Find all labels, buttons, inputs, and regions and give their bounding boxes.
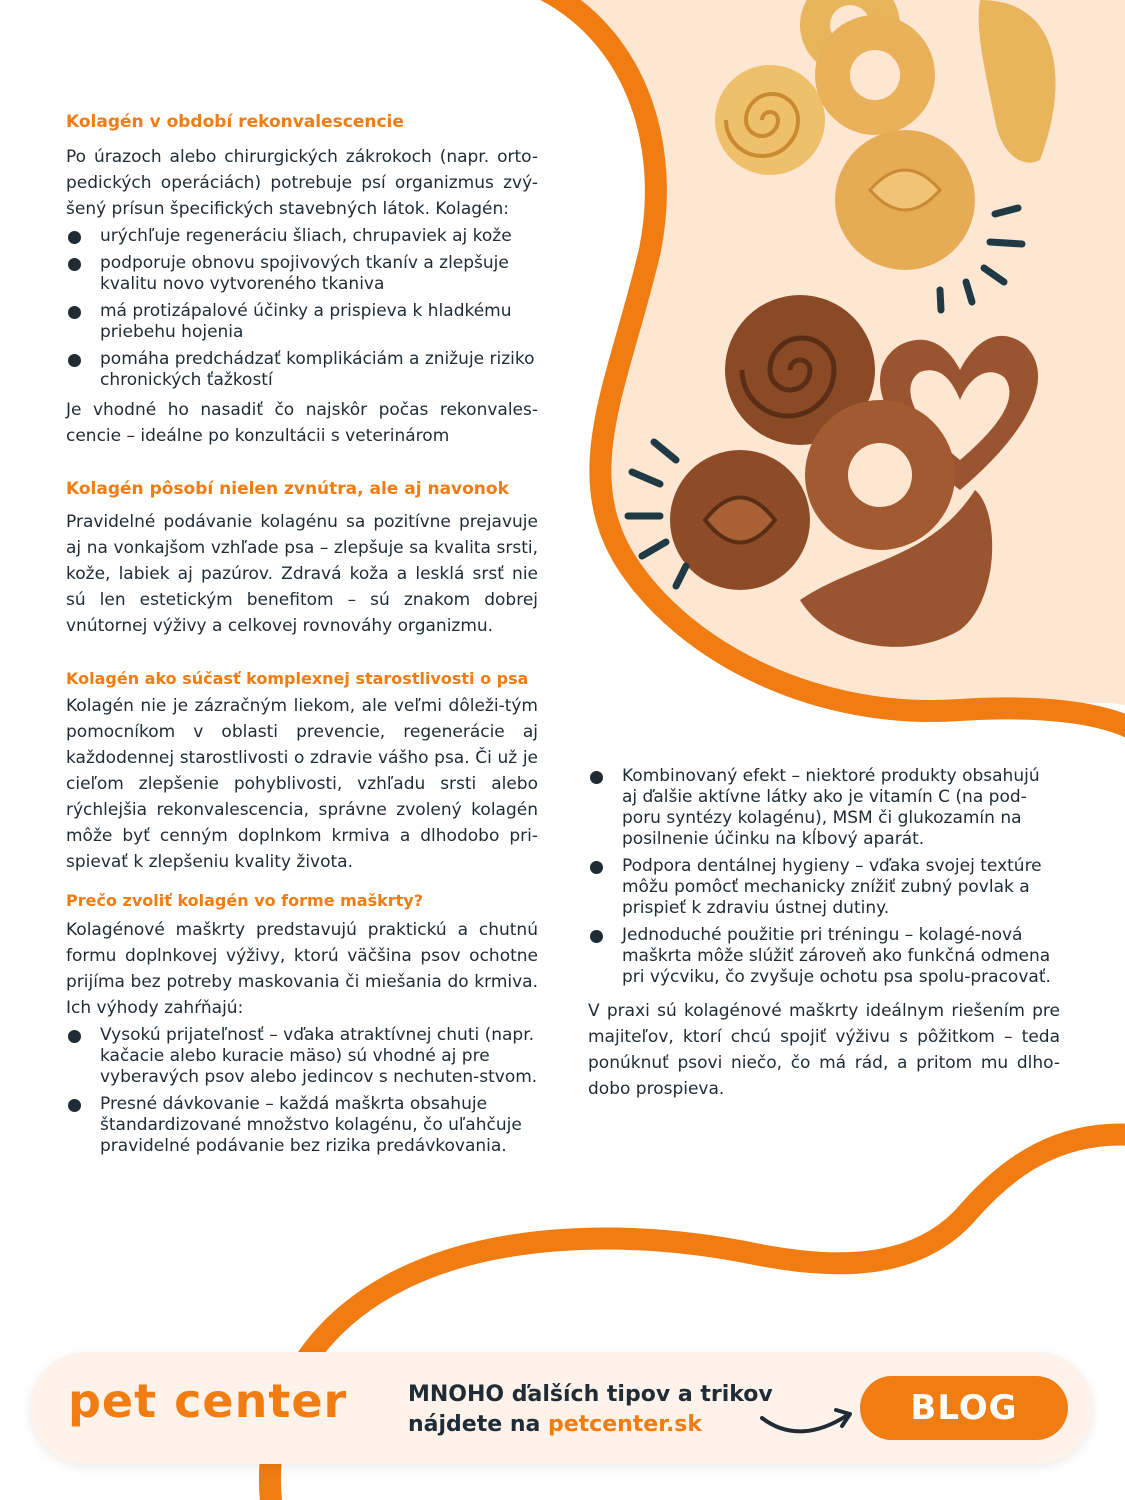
left-column (66, 110, 538, 1163)
section-text: Po úrazoch alebo chirurgických zákrokoch (napr. orto-pedických operáciách) potrebuje psí organizmus zvý-šený prísun špecifických stavebných látok. Kolagén: (66, 147, 538, 219)
tagline-line-1: MNOHO ďalších tipov a trikov (408, 1382, 773, 1407)
list-item: Jednoduché použitie pri tréningu – kolagé-nová maškrta môže slúžiť zároveň ako funkčná odmena pri výcviku, čo zvyšuje ochotu psa spolu-pracovať. (588, 925, 1060, 988)
advantages-list-continued (588, 766, 1060, 988)
list-item: Vysokú prijateľnosť – vďaka atraktívnej chuti (napr. kačacie alebo kuracie mäso) sú vhodné aj pre vyberavých psov alebo jedincov s nechuten-stvom. (66, 1025, 538, 1088)
section-text: Je vhodné ho nasadiť čo najskôr počas rekonvales-cencie – ideálne po konzultácii s veterinárom (66, 400, 538, 446)
petcenter-logo[interactable]: pet center (68, 1374, 348, 1428)
conclusion-text: V praxi sú kolagénové maškrty ideálnym riešením pre majiteľov, ktorí chcú spojiť výživu s pôžitkom – teda ponúknuť psovi niečo, čo má rád, a pritom mu dlho-dobo prospieva. (588, 1001, 1060, 1099)
advantages-list (66, 1025, 538, 1157)
blog-button[interactable]: BLOG (860, 1376, 1068, 1440)
website-link[interactable]: petcenter.sk (547, 1412, 703, 1437)
list-item: pomáha predchádzať komplikáciám a znižuje riziko chronických ťažkostí (66, 349, 538, 391)
benefits-list (66, 226, 538, 391)
right-column (588, 766, 1060, 1102)
section-heading-convalescence: Kolagén v období rekonvalescencie (66, 112, 404, 132)
tagline-line-2 (408, 1410, 773, 1440)
section-heading-why-treats: Prečo zvoliť kolagén vo forme maškrty? (66, 891, 423, 910)
footer-banner (30, 1352, 1093, 1464)
section-text: Kolagén nie je zázračným liekom, ale veľmi dôleži-tým pomocníkom v oblasti prevencie, regenerácie aj každodennej starostlivosti o zdravie vášho psa. Či už je cieľom zlepšenie pohyblivosti, vzhľadu srsti alebo rýchlejšia rekonvalescencia, správne zvolený kolagén môže byť cenným doplnkom krmiva a dlhodobo pri-spievať k zlepšeniu kvality života. (66, 696, 538, 872)
curved-arrow-icon (758, 1404, 858, 1434)
list-item: Kombinovaný efekt – niektoré produkty obsahujú aj ďalšie aktívne látky ako je vitamín C (na pod-poru syntézy kolagénu), MSM či glukozamín na posilnenie účinku na kĺbový aparát. (588, 766, 1060, 850)
list-item: Podpora dentálnej hygieny – vďaka svojej textúre môžu pomôcť mechanicky znížiť zubný povlak a prispieť k zdraviu ústnej dutiny. (588, 856, 1060, 919)
list-item: urýchľuje regeneráciu šliach, chrupaviek aj kože (66, 226, 538, 247)
section-text: Kolagénové maškrty predstavujú praktickú a chutnú formu doplnkovej výživy, ktorú väčšina psov ochotne prijíma bez potreby maskovania či miešania do krmiva. Ich výhody zahŕňajú: (66, 920, 538, 1018)
list-item: podporuje obnovu spojivových tkanív a zlepšuje kvalitu novo vytvoreného tkaniva (66, 253, 538, 295)
list-item: Presné dávkovanie – každá maškrta obsahuje štandardizované množstvo kolagénu, čo uľahčuje pravidelné podávanie bez rizika predávkovania. (66, 1094, 538, 1157)
section-heading-inside-outside: Kolagén pôsobí nielen zvnútra, ale aj navonok (66, 479, 509, 499)
section-text: Pravidelné podávanie kolagénu sa pozitívne prejavuje aj na vonkajšom vzhľade psa – zlepšuje sa kvalita srsti, kože, labiek aj pazúrov. Zdravá koža a lesklá srsť nie sú len estetickým benefitom – sú znakom dobrej vnútornej výživy a celkovej rovnováhy organizmu. (66, 512, 538, 636)
tagline-prefix: nájdete na (408, 1412, 548, 1437)
section-heading-complex-care: Kolagén ako súčasť komplexnej starostlivosti o psa (66, 669, 529, 688)
list-item: má protizápalové účinky a prispieva k hladkému priebehu hojenia (66, 301, 538, 343)
footer-tagline (408, 1380, 773, 1440)
